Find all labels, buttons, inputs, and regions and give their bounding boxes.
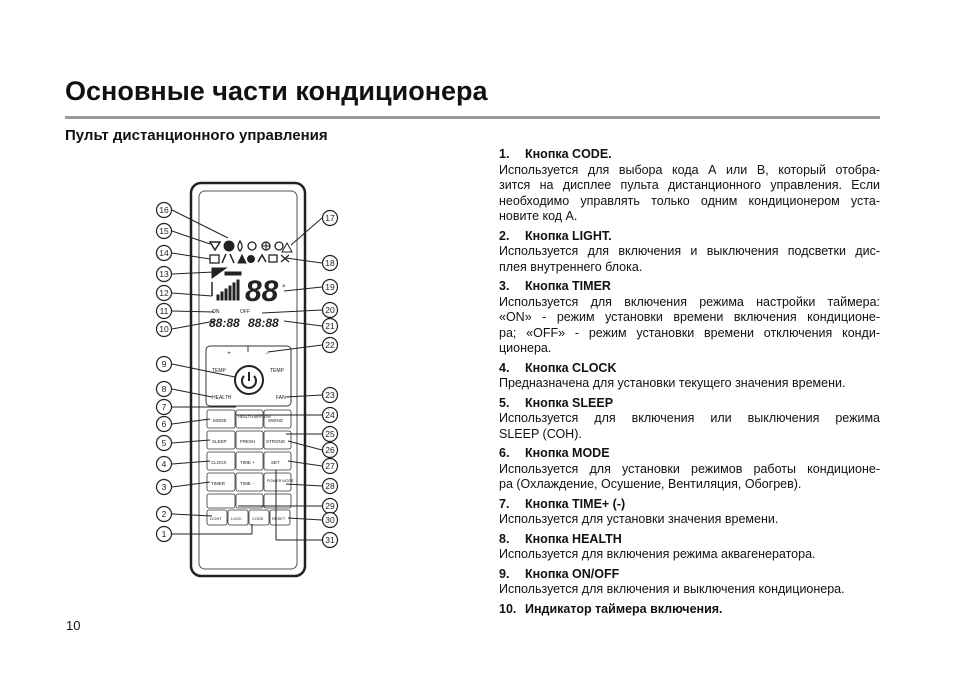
callout-number: 13	[159, 269, 169, 279]
callout-number: 1	[161, 529, 167, 539]
description-text-line: Используется для включения или выключения режима	[499, 411, 880, 425]
description-heading	[499, 279, 880, 295]
mode-button[interactable]: MODE	[213, 418, 227, 423]
description-text-line: Используется для включения и выключения кондиционера.	[499, 582, 845, 596]
remote-control-diagram	[150, 180, 350, 580]
description-heading	[499, 361, 880, 377]
description-heading	[499, 497, 880, 513]
callout-number: 17	[325, 213, 335, 223]
timer-button[interactable]: TIMER	[211, 481, 225, 486]
health-button[interactable]: HEALTH	[212, 395, 232, 401]
description-title: Кнопка TIME+ (-)	[525, 496, 626, 511]
set-button[interactable]: SET	[271, 460, 280, 465]
description-item	[499, 532, 880, 563]
callout-number: 20	[325, 305, 335, 315]
sleep-button[interactable]: SLEEP	[212, 439, 227, 444]
description-item	[499, 446, 880, 493]
description-heading	[499, 532, 880, 548]
callout-number: 24	[325, 410, 335, 420]
description-heading	[499, 147, 880, 163]
description-title: Кнопка CLOCK	[525, 360, 617, 375]
strong-button[interactable]: STRONG	[266, 439, 286, 444]
callout-number: 7	[161, 402, 167, 412]
temp-minus-mark: −	[265, 351, 269, 357]
temp-up-button[interactable]: TEMP	[212, 368, 226, 374]
description-text-line: ционера.	[499, 341, 552, 355]
description-text-line: Предназначена для установки текущего значения времени.	[499, 376, 846, 390]
callout-number: 12	[159, 288, 169, 298]
temp-plus-mark: +	[227, 351, 231, 357]
callouts-left	[157, 203, 172, 542]
description-title: Кнопка HEALTH	[525, 531, 622, 546]
callout-number: 21	[325, 321, 335, 331]
description-text-line: Используется для включения режима настройки таймера:	[499, 294, 880, 309]
callout-number: 11	[159, 306, 169, 316]
description-item	[499, 396, 880, 443]
callout-number: 9	[161, 359, 167, 369]
callout-number: 16	[159, 205, 169, 215]
description-title: Кнопка SLEEP	[525, 395, 614, 410]
description-item	[499, 497, 880, 528]
description-item	[499, 229, 880, 276]
description-text-line: Используется для установки режимов работы кондиционе-	[499, 461, 880, 476]
description-title: Кнопка ON/OFF	[525, 566, 620, 581]
description-text-line: ра; «OFF» - режим установки времени отключения конди-	[499, 325, 880, 340]
description-number: 6.	[499, 446, 510, 460]
button-description-list	[499, 143, 880, 617]
health-airflow-button[interactable]: HEALTH AIRFLOW	[238, 415, 271, 419]
fan-button[interactable]: FAN	[276, 395, 286, 401]
callout-number: 28	[325, 481, 335, 491]
description-number: 4.	[499, 360, 510, 375]
code-button[interactable]: CODE	[252, 516, 264, 521]
reset-button[interactable]: RESET	[272, 516, 286, 521]
description-heading	[499, 602, 880, 618]
callout-number: 6	[161, 419, 167, 429]
callout-number: 3	[161, 482, 167, 492]
description-number: 9.	[499, 566, 510, 581]
description-item	[499, 279, 880, 357]
callout-number: 22	[325, 340, 335, 350]
temp-down-button[interactable]: TEMP	[270, 368, 284, 374]
description-text-line: плея внутреннего блока.	[499, 259, 643, 274]
callout-number: 2	[161, 509, 167, 519]
time-plus-button[interactable]: TIME +	[240, 460, 255, 465]
display-timer-off: 88:88	[248, 316, 279, 330]
description-text-line: новите код А.	[499, 209, 578, 223]
callout-number: 8	[161, 384, 167, 394]
callout-number: 26	[325, 445, 335, 455]
description-title: Кнопка MODE	[525, 446, 610, 460]
description-text-line: SLEEP (СОН).	[499, 426, 582, 441]
display-temperature-digits: 88	[245, 275, 279, 308]
description-text-line: Используется для выбора кода А или В, который отобра-	[499, 162, 880, 177]
description-text-line: Используется для установки значения времени.	[499, 512, 779, 526]
callouts-right	[323, 211, 338, 548]
description-text-line: «ON» - режим установки времени включения кондиционе-	[499, 310, 880, 324]
description-number: 1.	[499, 147, 510, 161]
display-on-label: ON	[212, 309, 220, 315]
description-item	[499, 147, 880, 225]
description-heading	[499, 396, 880, 412]
callout-number: 5	[161, 438, 167, 448]
description-text-line: ра (Охлаждение, Осушение, Вентиляция, Обогрев).	[499, 477, 802, 491]
callout-number: 18	[325, 258, 335, 268]
fresh-button[interactable]: FRESH	[240, 439, 256, 444]
callout-number: 19	[325, 282, 335, 292]
description-number: 10.	[499, 601, 517, 616]
description-number: 2.	[499, 228, 510, 243]
description-heading	[499, 446, 880, 462]
callout-number: 25	[325, 429, 335, 439]
page-number: 10	[66, 618, 81, 633]
description-title: Кнопка LIGHT.	[525, 228, 612, 243]
description-text-line: зится на дисплее пульта дистанционного управления. Если	[499, 178, 880, 192]
svg-text:°: °	[282, 283, 286, 293]
description-title: Кнопка CODE.	[525, 147, 612, 161]
description-number: 8.	[499, 531, 510, 546]
display-timer-on: 88:88	[209, 316, 240, 330]
clock-button[interactable]: CLOCK	[211, 460, 227, 465]
swing-button[interactable]: SWING	[268, 418, 284, 423]
callout-number: 15	[159, 226, 169, 236]
title-divider	[65, 116, 880, 119]
description-heading	[499, 567, 880, 583]
page-title: Основные части кондиционера	[65, 76, 488, 106]
time-minus-button[interactable]: TIME -	[240, 481, 254, 486]
callout-number: 27	[325, 461, 335, 471]
callout-number: 30	[325, 515, 335, 525]
power-mode-button[interactable]: POWER MODE	[267, 479, 294, 483]
callout-number: 14	[159, 248, 169, 258]
callout-number: 4	[161, 459, 167, 469]
callout-number: 10	[159, 324, 169, 334]
section-subtitle: Пульт дистанционного управления	[65, 127, 328, 144]
description-number: 5.	[499, 395, 510, 410]
description-title: Кнопка TIMER	[525, 279, 611, 293]
light-button[interactable]: LIGHT	[210, 516, 222, 521]
description-item	[499, 361, 880, 392]
callout-number: 23	[325, 390, 335, 400]
callout-number: 31	[325, 535, 335, 545]
description-text-line: Используется для включения и выключения подсветки дис-	[499, 244, 880, 258]
description-item	[499, 567, 880, 598]
description-number: 7.	[499, 496, 510, 511]
lock-button[interactable]: LOCK	[231, 516, 242, 521]
description-text-line: Используется для включения режима аквагенератора.	[499, 547, 816, 561]
description-item	[499, 602, 880, 618]
callout-number: 29	[325, 501, 335, 511]
description-heading	[499, 229, 880, 245]
description-text-line: необходимо управлять только одним кондиционером уста-	[499, 193, 880, 208]
description-title: Индикатор таймера включения.	[525, 601, 723, 616]
description-number: 3.	[499, 279, 510, 293]
button-grid	[207, 410, 291, 525]
display-off-label: OFF	[240, 309, 250, 315]
